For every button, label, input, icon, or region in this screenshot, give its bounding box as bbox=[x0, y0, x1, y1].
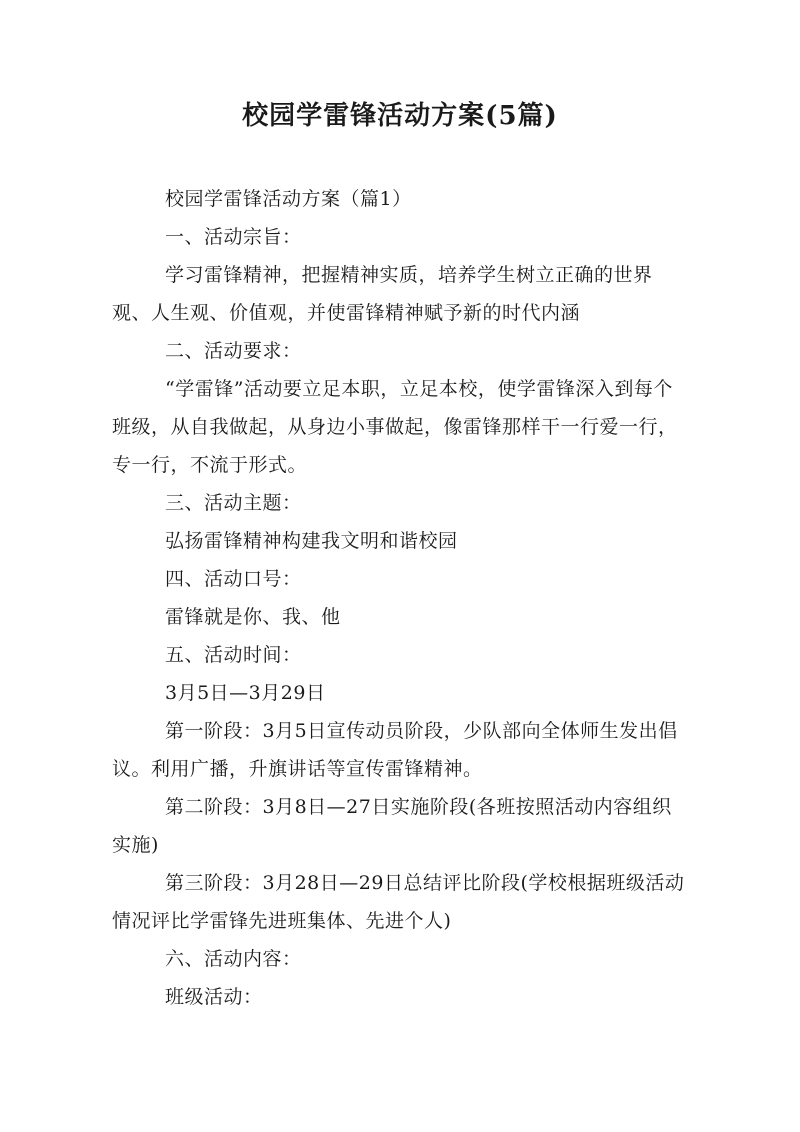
paragraph: 第二阶段：3月8日—27日实施阶段(各班按照活动内容组织实施) bbox=[112, 796, 672, 856]
paragraph: 三、活动主题： bbox=[165, 492, 302, 514]
paragraph: 第三阶段：3月28日—29日总结评比阶段(学校根据班级活动情况评比学雷锋先进班集体、先进个人) bbox=[112, 872, 685, 932]
paragraph: “学雷锋”活动要立足本职，立足本校，使学雷锋深入到每个班级，从自我做起，从身边小事做起，像雷锋那样干一行爱一行，专一行，不流于形式。 bbox=[112, 378, 678, 476]
paragraph: 一、活动宗旨： bbox=[165, 226, 302, 248]
paragraph: 3月5日—3月29日 bbox=[165, 682, 326, 704]
paragraph: 学习雷锋精神，把握精神实质，培养学生树立正确的世界观、人生观、价值观，并使雷锋精神赋予新的时代内涵 bbox=[112, 264, 653, 324]
paragraph: 六、活动内容： bbox=[165, 948, 302, 970]
paragraph: 弘扬雷锋精神构建我文明和谐校园 bbox=[165, 530, 458, 552]
document-body bbox=[112, 180, 690, 1016]
paragraph: 五、活动时间： bbox=[165, 644, 302, 666]
paragraph: 第一阶段：3月5日宣传动员阶段，少队部向全体师生发出倡议。利用广播，升旗讲话等宣传雷锋精神。 bbox=[112, 720, 678, 780]
paragraph: 四、活动口号： bbox=[165, 568, 302, 590]
paragraph: 校园学雷锋活动方案（篇1） bbox=[165, 188, 412, 210]
paragraph: 班级活动： bbox=[165, 986, 263, 1008]
paragraph: 二、活动要求： bbox=[165, 340, 302, 362]
paragraph: 雷锋就是你、我、他 bbox=[165, 606, 341, 628]
document-title: 校园学雷锋活动方案(5篇) bbox=[242, 101, 558, 131]
